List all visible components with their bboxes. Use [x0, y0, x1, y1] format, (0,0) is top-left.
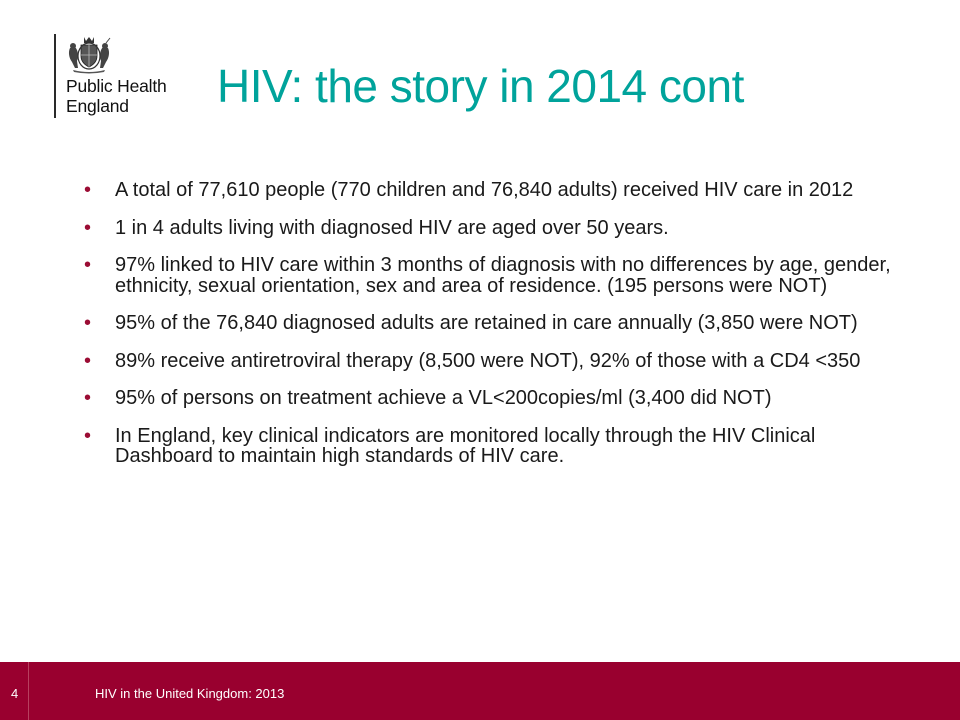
- logo-line-1: Public Health: [66, 76, 167, 96]
- bullet-text: 89% receive antiretroviral therapy (8,500 were NOT), 92% of those with a CD4 <350: [115, 349, 861, 372]
- bullet-text: In England, key clinical indicators are monitored locally through the HIV Clinical Dashboard to maintain high standards of HIV care.: [115, 424, 816, 467]
- bullet-text: 95% of the 76,840 diagnosed adults are retained in care annually (3,850 were NOT): [115, 312, 858, 334]
- bullet-item: [84, 388, 914, 409]
- bullet-item: [84, 255, 914, 296]
- bullet-item: [84, 351, 914, 372]
- logo-wordmark: [66, 76, 167, 116]
- bullet-text: 97% linked to HIV care within 3 months of diagnosis with no differences by age, gender, ethnicity, sexual orientation, sex and area of residence. (195 persons were NOT): [115, 254, 891, 297]
- bullet-text: 95% of persons on treatment achieve a VL<200copies/ml (3,400 did NOT): [115, 387, 772, 409]
- footer-divider: [28, 662, 29, 720]
- bullet-item: [84, 313, 914, 334]
- bullet-marker: •: [84, 216, 92, 239]
- footer-caption: HIV in the United Kingdom: 2013: [95, 686, 285, 701]
- phe-logo: [54, 34, 194, 124]
- royal-crest-icon: [66, 34, 112, 74]
- footer-bar: [0, 662, 960, 720]
- slide-title: HIV: the story in 2014 cont: [217, 60, 744, 112]
- bullet-marker: •: [84, 254, 92, 276]
- bullet-item: [84, 426, 914, 467]
- page-number: 4: [11, 686, 19, 701]
- logo-line-2: England: [66, 96, 129, 116]
- bullet-marker: •: [84, 424, 92, 447]
- bullet-marker: •: [84, 179, 92, 201]
- bullet-text: A total of 77,610 people (770 children and 76,840 adults) received HIV care in 2012: [115, 179, 854, 201]
- bullet-marker: •: [84, 387, 92, 409]
- bullet-marker: •: [84, 312, 92, 334]
- bullet-item: [84, 180, 914, 201]
- bullet-item: [84, 218, 914, 239]
- logo-divider: [54, 34, 56, 118]
- bullet-marker: •: [84, 349, 92, 372]
- bullet-list: [84, 180, 914, 484]
- bullet-text: 1 in 4 adults living with diagnosed HIV are aged over 50 years.: [115, 216, 669, 239]
